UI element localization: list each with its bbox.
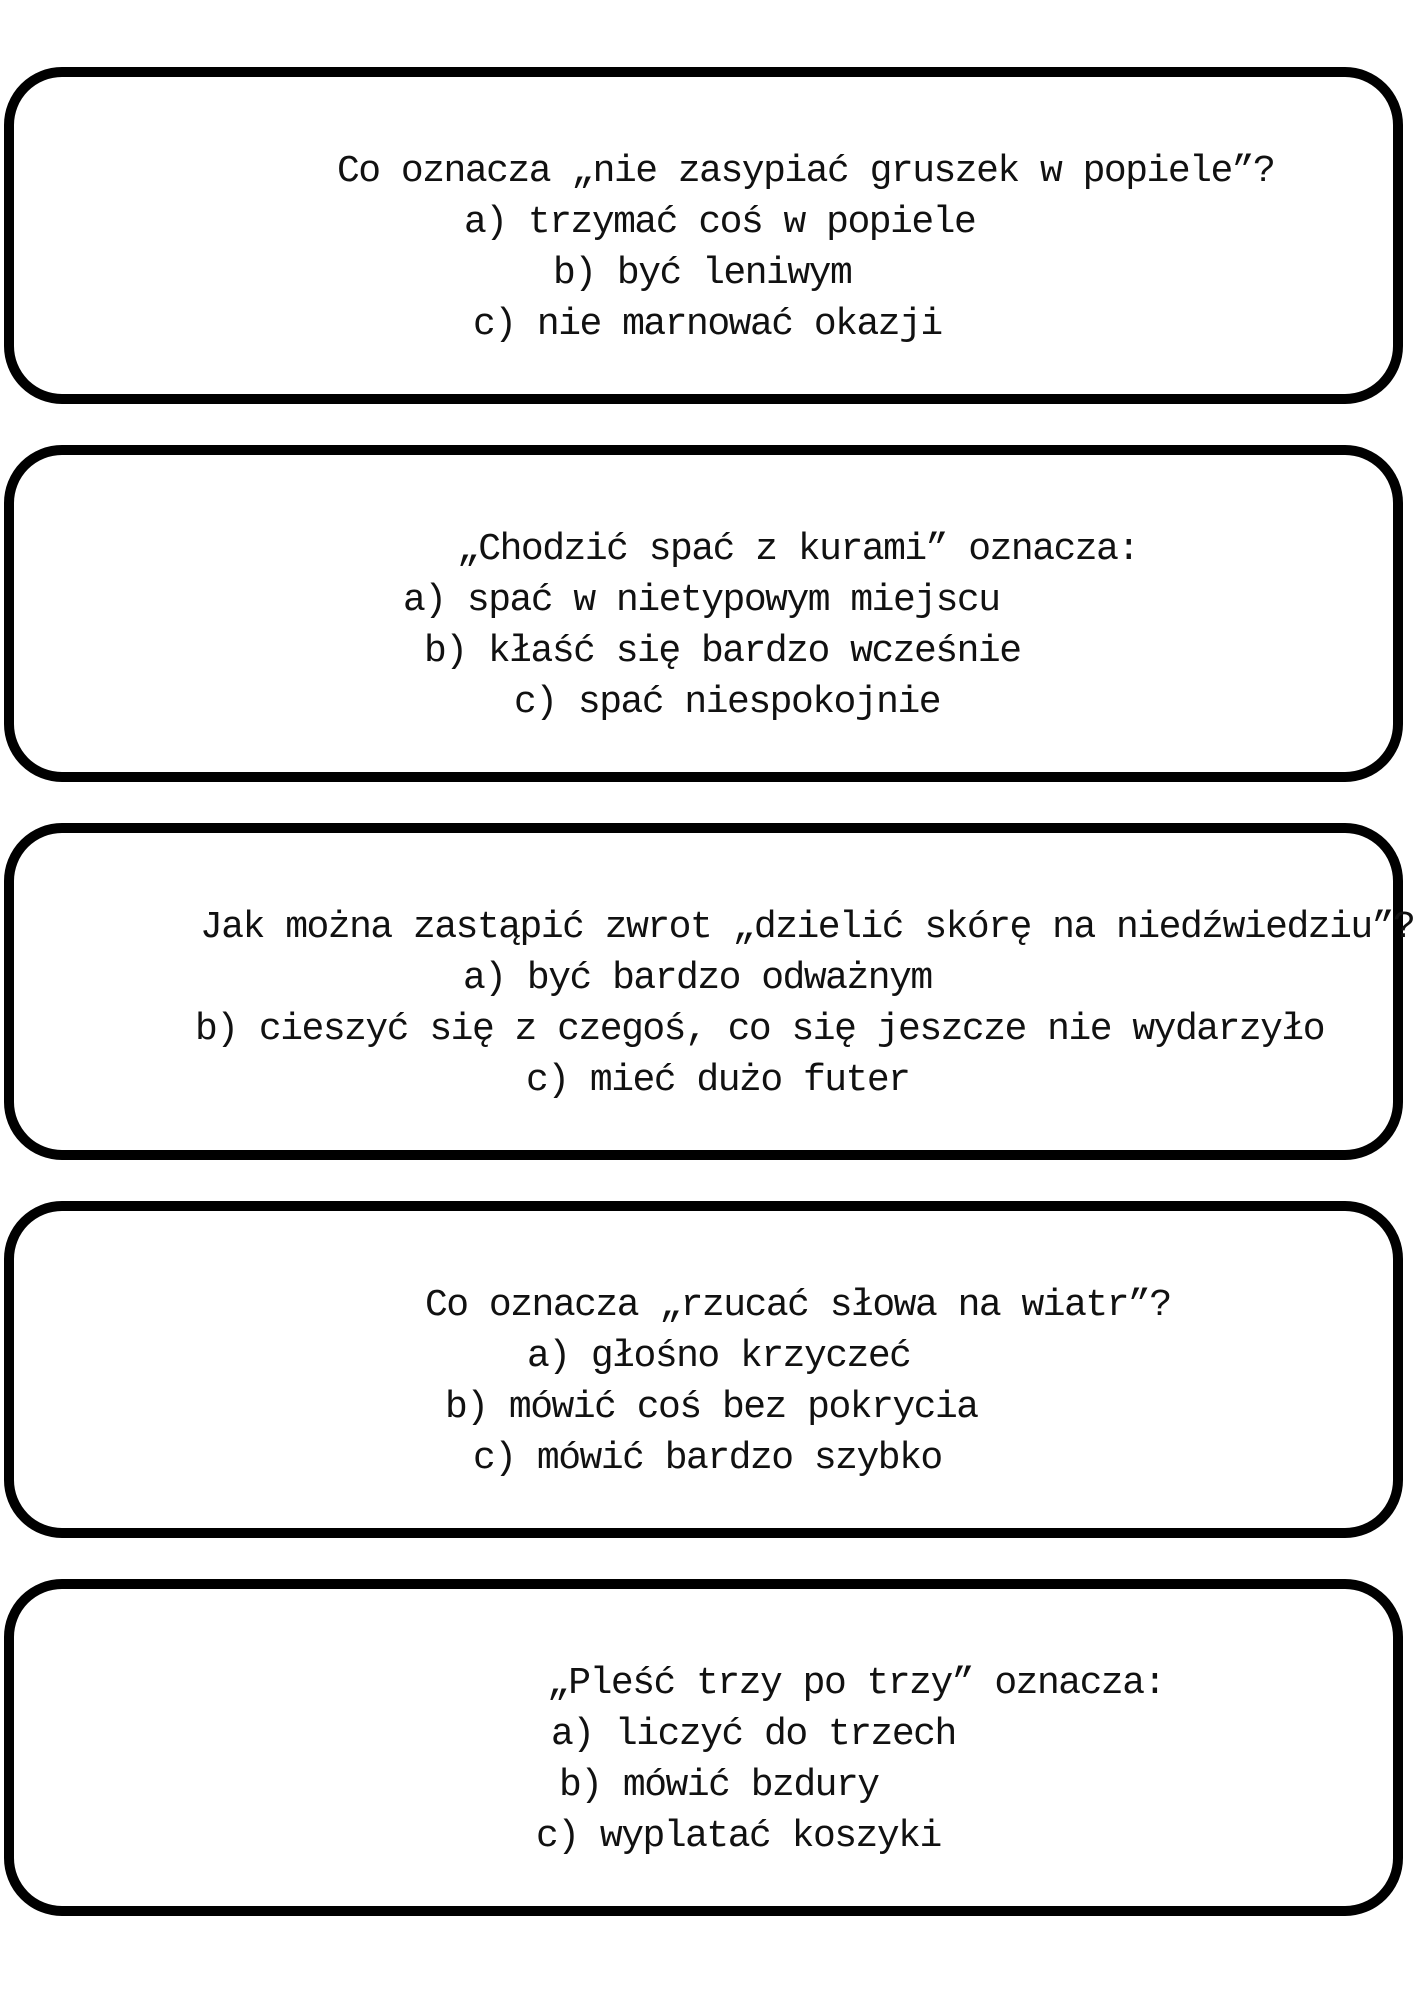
answer-option-b: b) być leniwym bbox=[553, 252, 852, 295]
quiz-card bbox=[4, 823, 1414, 1160]
answer-option-a: a) być bardzo odważnym bbox=[463, 957, 932, 1000]
quiz-card bbox=[4, 67, 1403, 404]
question-text: Jak można zastąpić zwrot „dzielić skórę na niedźwiedziu”? bbox=[200, 906, 1414, 949]
answer-option-c: c) mówić bardzo szybko bbox=[473, 1437, 942, 1480]
quiz-card bbox=[4, 1201, 1403, 1538]
answer-option-a: a) liczyć do trzech bbox=[551, 1713, 956, 1756]
question-text: Co oznacza „rzucać słowa na wiatr”? bbox=[425, 1284, 1171, 1327]
answer-option-b: b) mówić coś bez pokrycia bbox=[445, 1386, 978, 1429]
answer-option-c: c) mieć dużo futer bbox=[526, 1059, 910, 1102]
question-text: „Chodzić spać z kurami” oznacza: bbox=[457, 528, 1139, 571]
answer-option-a: a) spać w nietypowym miejscu bbox=[403, 579, 1000, 622]
question-text: Co oznacza „nie zasypiać gruszek w popiele”? bbox=[337, 150, 1275, 193]
answer-option-b: b) mówić bzdury bbox=[559, 1764, 879, 1807]
answer-option-c: c) spać niespokojnie bbox=[514, 681, 941, 724]
answer-option-a: a) trzymać coś w popiele bbox=[464, 201, 976, 244]
answer-option-b: b) cieszyć się z czegoś, co się jeszcze nie wydarzyło bbox=[195, 1008, 1325, 1051]
quiz-card bbox=[4, 445, 1403, 782]
question-text: „Pleść trzy po trzy” oznacza: bbox=[547, 1662, 1165, 1705]
answer-option-a: a) głośno krzyczeć bbox=[527, 1335, 911, 1378]
quiz-card bbox=[4, 1579, 1403, 1916]
answer-option-c: c) nie marnować okazji bbox=[473, 303, 942, 346]
answer-option-b: b) kłaść się bardzo wcześnie bbox=[424, 630, 1021, 673]
answer-option-c: c) wyplatać koszyki bbox=[536, 1815, 941, 1858]
